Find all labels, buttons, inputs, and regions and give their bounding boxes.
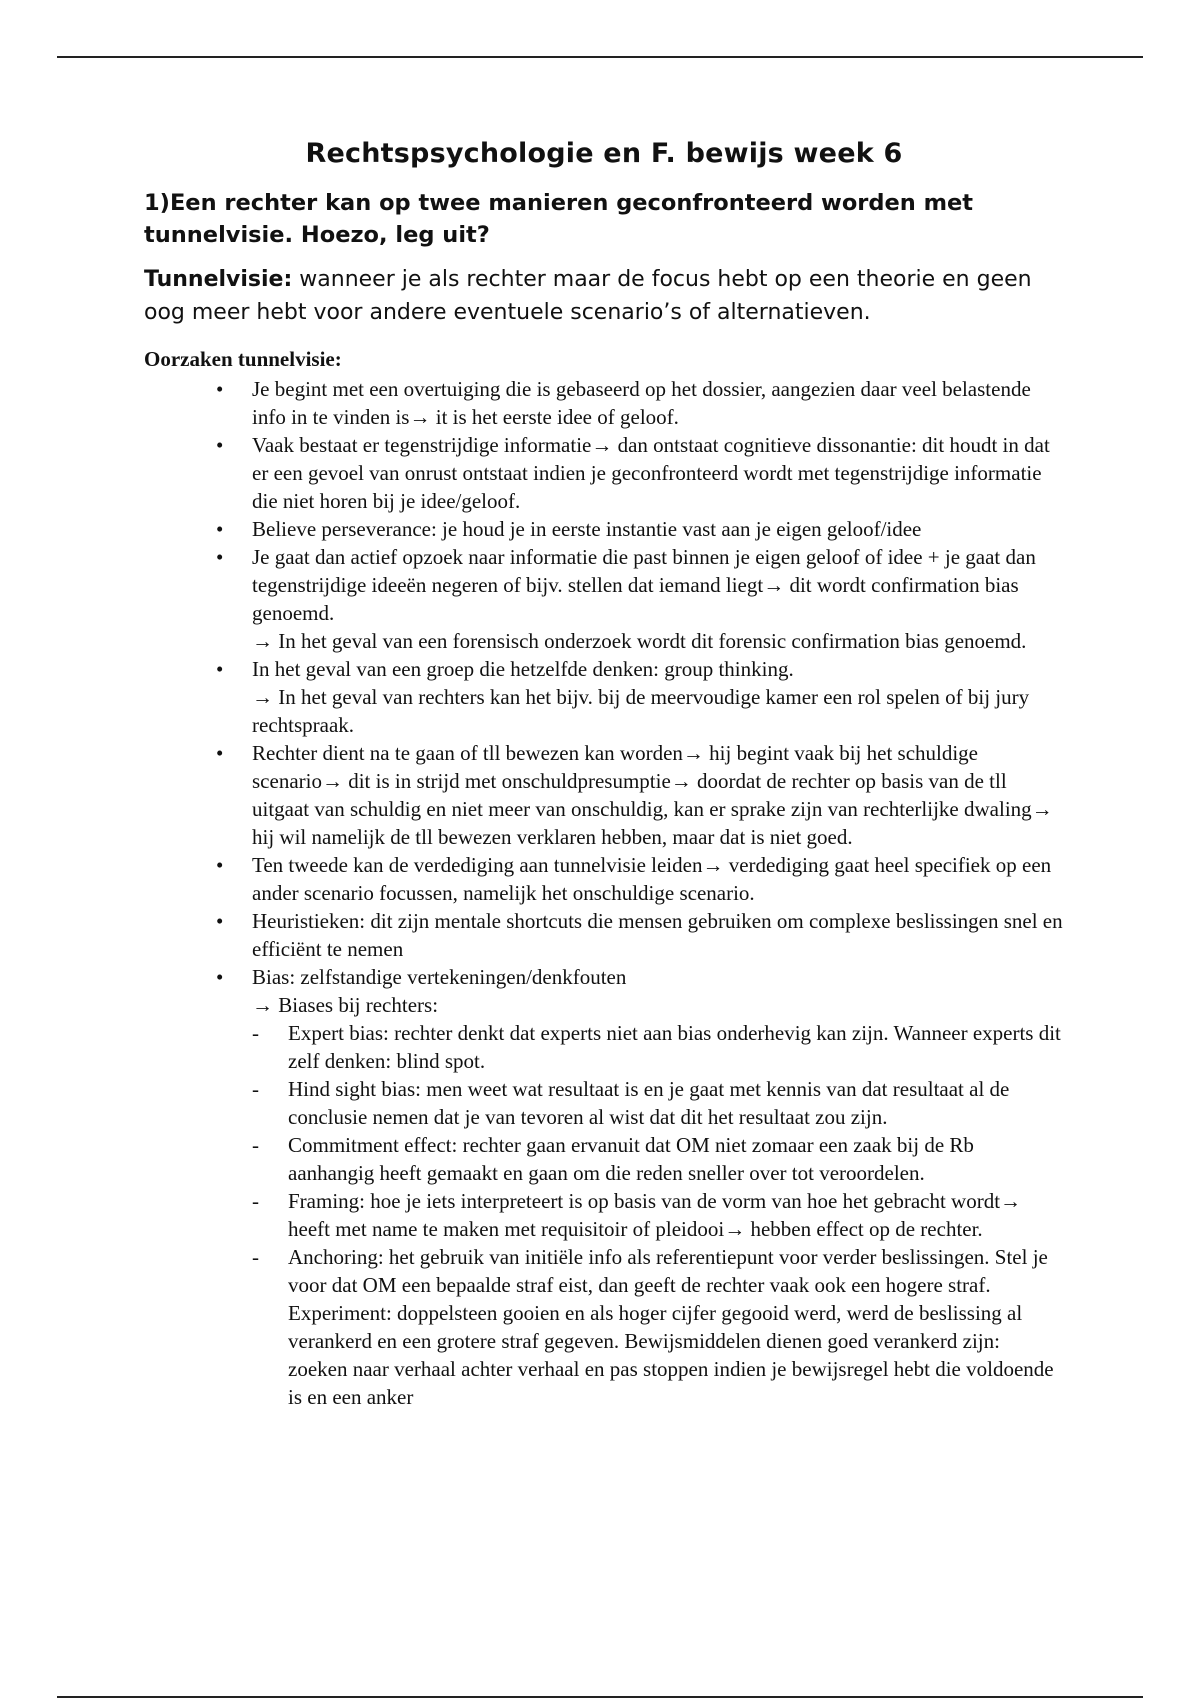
list-item [144, 739, 1064, 851]
bias-item: - Commitment effect: rechter gaan ervanuit dat OM niet zomaar een zaak bij de Rb aanhangig heeft gemaakt en gaan om die reden sneller over tot veroordelen. [252, 1131, 1064, 1187]
list-item [144, 963, 1064, 1411]
list-item-text: Heuristieken: dit zijn mentale shortcuts die mensen gebruiken om complexe beslissingen snel en efficiënt te nemen [252, 909, 1063, 961]
question-heading: 1)Een rechter kan op twee manieren geconfronteerd worden met tunnelvisie. Hoezo, leg uit? [144, 190, 974, 248]
list-item-text: Believe perseverance: je houd je in eerste instantie vast aan je eigen geloof/idee [252, 517, 922, 541]
list-item [144, 543, 1064, 655]
list-item [144, 851, 1064, 907]
definition-text: wanneer je als rechter maar de focus hebt op een theorie en geen oog meer hebt voor andere eventuele scenario’s of alternatieven. [144, 267, 1032, 325]
top-rule [57, 56, 1143, 58]
list-item-subtext: → In het geval van rechters kan het bijv. bij de meervoudige kamer een rol spelen of bij jury rechtspraak. [252, 685, 1030, 737]
list-item-subtext: → In het geval van een forensisch onderzoek wordt dit forensic confirmation bias genoemd. [252, 629, 1027, 653]
definition-term: Tunnelvisie: [144, 267, 293, 292]
bias-item: - Expert bias: rechter denkt dat experts niet aan bias onderhevig kan zijn. Wanneer experts dit zelf denken: blind spot. [252, 1019, 1064, 1075]
list-item-text: Rechter dient na te gaan of tll bewezen kan worden→ hij begint vaak bij het schuldige scenario→ dit is in strijd met onschuldpresumptie→ doordat de rechter op basis van de tll uitgaat van schuldig en niet meer van onschuldig, kan er sprake zijn van rechterlijke dwaling→ hij wil namelijk de tll bewezen verklaren hebben, maar dat is niet goed. [252, 741, 1053, 849]
list-item-subtext: → Biases bij rechters: [252, 993, 439, 1017]
list-item-text: Bias: zelfstandige vertekeningen/denkfouten [252, 965, 627, 989]
list-item-text: Vaak bestaat er tegenstrijdige informatie→ dan ontstaat cognitieve dissonantie: dit houdt in dat er een gevoel van onrust ontstaat indien je geconfronteerd wordt met tegenstrijdige informatie die niet horen bij je idee/geloof. [252, 433, 1050, 513]
document-body [144, 138, 1064, 1411]
definition-paragraph [144, 263, 1064, 329]
bottom-rule [57, 1696, 1143, 1698]
list-item-text: In het geval van een groep die hetzelfde denken: group thinking. [252, 657, 794, 681]
biases-list [252, 1019, 1064, 1411]
list-item [144, 907, 1064, 963]
list-item [144, 431, 1064, 515]
page-title: Rechtspsychologie en F. bewijs week 6 [305, 138, 903, 169]
list-item [144, 375, 1064, 431]
bias-item: - Anchoring: het gebruik van initiële info als referentiepunt voor verder beslissingen. Stel je voor dat OM een bepaalde straf eist, dan geeft de rechter vaak ook een hogere straf. Experiment: doppelsteen gooien en als hoger cijfer gegooid werd, werd de beslissing al verankerd en een grotere straf gegeven. Bewijsmiddelen dienen goed verankerd zijn: zoeken naar verhaal achter verhaal en pas stoppen indien je bewijsregel hebt die voldoende is en een anker [252, 1243, 1064, 1411]
bias-item: - Framing: hoe je iets interpreteert is op basis van de vorm van hoe het gebracht wordt→ heeft met name te maken met requisitoir of pleidooi→ hebben effect op de rechter. [252, 1187, 1064, 1243]
list-item [144, 655, 1064, 739]
list-item-text: Je gaat dan actief opzoek naar informatie die past binnen je eigen geloof of idee + je gaat dan tegenstrijdige ideeën negeren of bijv. stellen dat iemand liegt→ dit wordt confirmation bias genoemd. [252, 545, 1036, 625]
list-item-text: Ten tweede kan de verdediging aan tunnelvisie leiden→ verdediging gaat heel specifiek op een ander scenario focussen, namelijk het onschuldige scenario. [252, 853, 1052, 905]
list-item [144, 515, 1064, 543]
list-item-text: Je begint met een overtuiging die is gebaseerd op het dossier, aangezien daar veel belastende info in te vinden is→ it is het eerste idee of geloof. [252, 377, 1031, 429]
causes-heading: Oorzaken tunnelvisie: [144, 347, 342, 371]
causes-list [144, 375, 1064, 1411]
bias-item: - Hind sight bias: men weet wat resultaat is en je gaat met kennis van dat resultaat al de conclusie nemen dat je van tevoren al wist dat dit het resultaat zou zijn. [252, 1075, 1064, 1131]
